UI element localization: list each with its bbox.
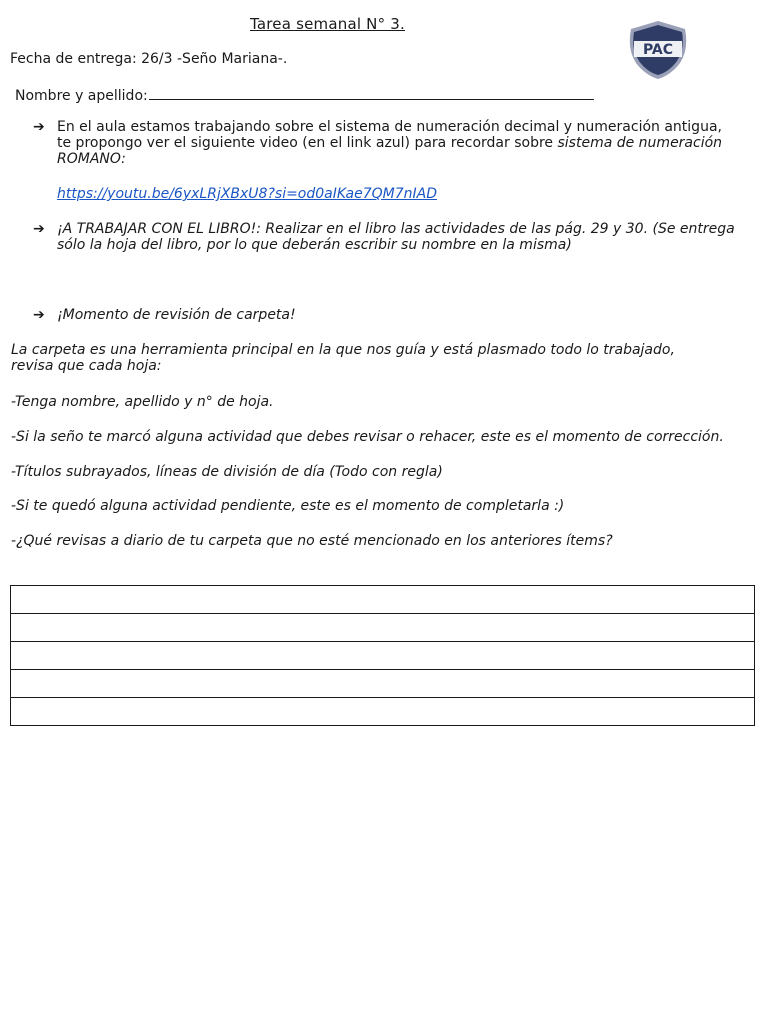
delivery-date: Fecha de entrega: 26/3 -Seño Mariana-. [10, 51, 288, 67]
checklist-item-1: -Tenga nombre, apellido y n° de hoja. [11, 394, 274, 410]
name-label: Nombre y apellido: [15, 88, 148, 104]
bullet-libro [33, 221, 763, 253]
answer-row[interactable] [11, 586, 755, 614]
arrow-right-icon: ➔ [33, 307, 45, 323]
page-title: Tarea semanal N° 3. [250, 15, 405, 33]
svg-text:PAC: PAC [642, 42, 674, 58]
bullet-video [33, 119, 763, 167]
bullet-libro-line1: ¡A TRABAJAR CON EL LIBRO!: Realizar en el libro las actividades de las pág. 29 y 30. (Se entrega [57, 221, 735, 237]
bullet-video-line2 [57, 135, 763, 151]
question-text: -¿Qué revisas a diario de tu carpeta que no esté mencionado en los anteriores ítems? [11, 533, 613, 549]
bullet-video-line2-italic: sistema de numeración [557, 135, 723, 151]
intro-line1: La carpeta es una herramienta principal en la que nos guía y está plasmado todo lo trabajado, [11, 342, 675, 358]
checklist-item-4: -Si te quedó alguna actividad pendiente, este es el momento de completarla :) [11, 498, 565, 514]
answer-row[interactable] [11, 642, 755, 670]
answer-cell[interactable] [11, 642, 755, 670]
answer-cell[interactable] [11, 614, 755, 642]
answer-cell[interactable] [11, 698, 755, 726]
youtube-link[interactable]: https://youtu.be/6yxLRjXBxU8?si=od0aIKae7QM7nIAD [57, 186, 438, 202]
intro-line2: revisa que cada hoja: [11, 358, 162, 374]
bullet-libro-line2: sólo la hoja del libro, por lo que deberán escribir su nombre en la misma) [57, 237, 572, 253]
bullet-carpeta [33, 307, 763, 323]
checklist-item-3: -Títulos subrayados, líneas de división de día (Todo con regla) [11, 464, 443, 480]
answer-row[interactable] [11, 614, 755, 642]
school-logo [625, 19, 691, 81]
name-blank-line[interactable] [149, 85, 594, 100]
checklist-item-2: -Si la seño te marcó alguna actividad que debes revisar o rehacer, este es el momento de corrección. [11, 429, 724, 445]
answer-table [10, 585, 755, 726]
intro-paragraph [11, 342, 761, 374]
bullet-video-line1: En el aula estamos trabajando sobre el sistema de numeración decimal y numeración antigua, [57, 119, 722, 135]
answer-row[interactable] [11, 698, 755, 726]
bullet-video-line2-plain: te propongo ver el siguiente video (en el link azul) para recordar sobre [57, 135, 558, 151]
answer-cell[interactable] [11, 586, 755, 614]
name-field[interactable] [15, 85, 594, 104]
bullet-carpeta-line1: ¡Momento de revisión de carpeta! [57, 307, 296, 323]
arrow-right-icon: ➔ [33, 221, 45, 237]
answer-row[interactable] [11, 670, 755, 698]
answer-cell[interactable] [11, 670, 755, 698]
arrow-right-icon: ➔ [33, 119, 45, 135]
bullet-video-line3: ROMANO: [57, 151, 126, 167]
